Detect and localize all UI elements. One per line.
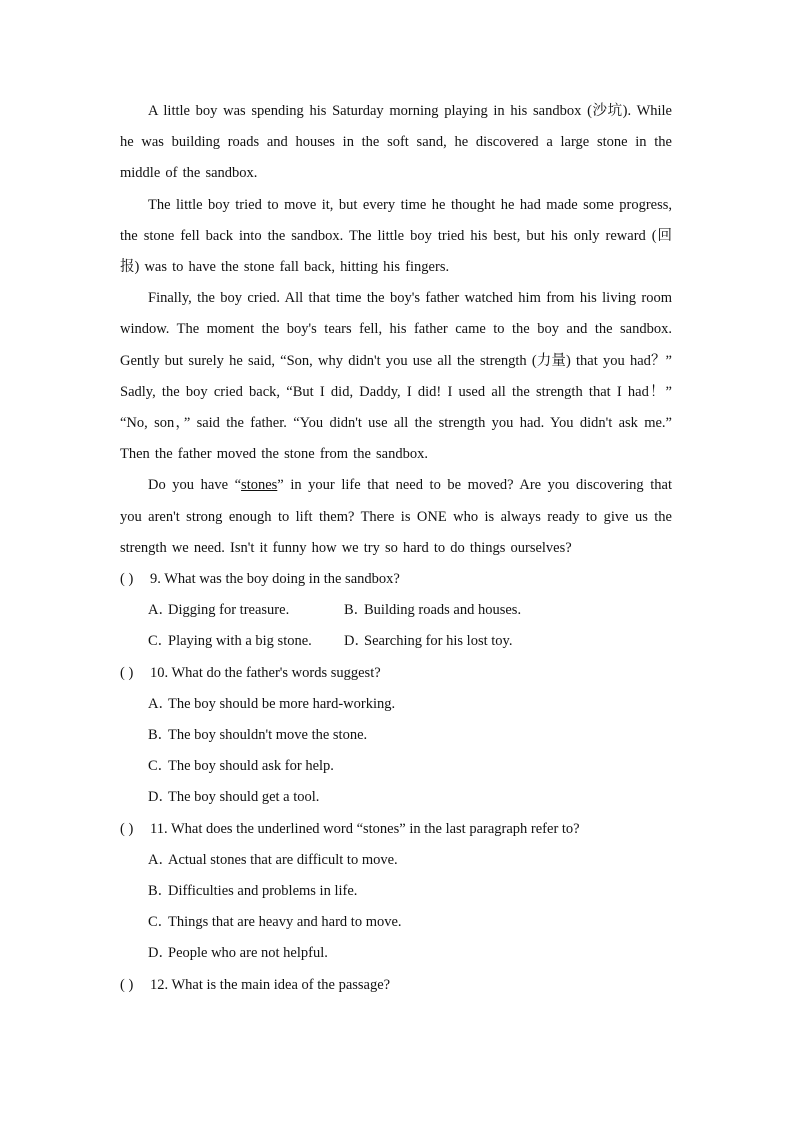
passage-paragraph-2: The little boy tried to move it, but every time he thought he had made some progress, the stone fell back into the sandbox. The little boy tried his best, but his only reward (回报) was to have the stone fall back, hitting his fingers. xyxy=(120,196,672,276)
question-10-option-c[interactable]: C．The boy should ask for help. xyxy=(148,758,334,775)
question-10-option-d[interactable]: D．The boy should get a tool. xyxy=(148,789,320,806)
question-9-text: 9. What was the boy doing in the sandbox? xyxy=(150,571,400,588)
question-12-text: 12. What is the main idea of the passage? xyxy=(150,976,391,993)
question-12 xyxy=(120,970,672,1001)
question-11-text: 11. What does the underlined word “stones” in the last paragraph refer to? xyxy=(150,820,580,837)
question-10 xyxy=(120,658,672,689)
question-11-option-d[interactable]: D．People who are not helpful. xyxy=(148,945,328,962)
question-9-options-row-2 xyxy=(120,626,672,657)
document-page xyxy=(120,96,672,1001)
question-11-option-b[interactable]: B．Difficulties and problems in life. xyxy=(148,883,358,900)
question-10-option-a[interactable]: A．The boy should be more hard-working. xyxy=(148,695,396,712)
answer-blank[interactable]: ( ) xyxy=(120,664,134,681)
question-9 xyxy=(120,564,672,595)
question-9-options-row-1 xyxy=(120,595,672,626)
passage-paragraph-4 xyxy=(120,470,672,564)
answer-blank[interactable]: ( ) xyxy=(120,820,134,837)
answer-blank[interactable]: ( ) xyxy=(120,571,134,588)
answer-blank[interactable]: ( ) xyxy=(120,976,134,993)
question-10-text: 10. What do the father's words suggest? xyxy=(150,664,381,681)
question-11-option-a[interactable]: A．Actual stones that are difficult to move. xyxy=(148,851,398,868)
question-9-option-c[interactable]: C．Playing with a big stone. xyxy=(148,633,312,650)
question-9-option-a[interactable]: A．Digging for treasure. xyxy=(148,602,290,619)
question-11 xyxy=(120,814,672,845)
question-9-option-b[interactable]: B．Building roads and houses. xyxy=(344,602,522,619)
passage-paragraph-4-end: ” in your life that need to be moved? Are you discovering that you aren't strong enough to lift them? There is ONE who is always ready to give us the strength we need. Isn't it funny how we try so hard to do things ourselves? xyxy=(120,477,672,556)
question-11-option-c[interactable]: C．Things that are heavy and hard to move. xyxy=(148,914,402,931)
passage-paragraph-4-start: Do you have “ xyxy=(148,477,242,494)
question-9-option-d[interactable]: D．Searching for his lost toy. xyxy=(344,633,513,650)
question-10-option-b[interactable]: B．The boy shouldn't move the stone. xyxy=(148,727,368,744)
passage-paragraph-3: Finally, the boy cried. All that time the boy's father watched him from his living room window. The moment the boy's tears fell, his father came to the boy and the sandbox. Gently but surely he said, “Son, why didn't you use all the strength (力量) that you had？” Sadly, the boy cried back, “But I did, Daddy, I did! I used all the strength that I had！” “No, son，” said the father. “You didn't use all the strength you had. You didn't ask me.” Then the father moved the stone from the sandbox. xyxy=(120,290,672,463)
underlined-word-stones: stones xyxy=(241,477,278,494)
passage-paragraph-1: A little boy was spending his Saturday morning playing in his sandbox (沙坑). While he was building roads and houses in the soft sand, he discovered a large stone in the middle of the sandbox. xyxy=(120,103,672,182)
